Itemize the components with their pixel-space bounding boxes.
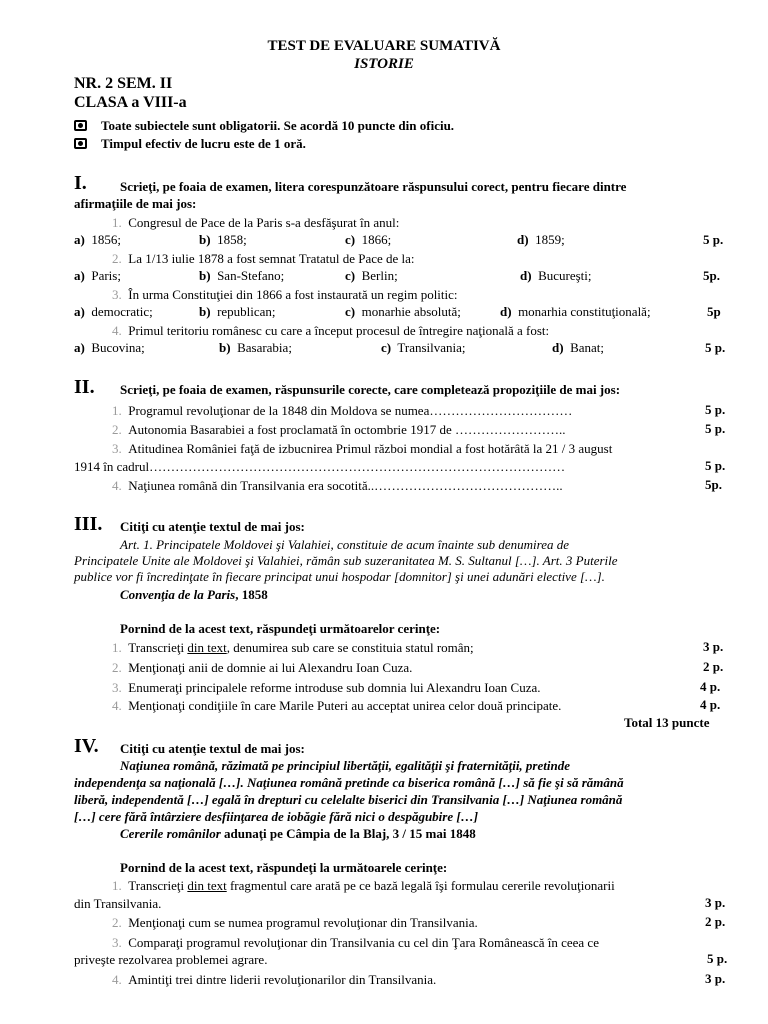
instruction-1: Toate subiectele sunt obligatorii. Se acordă 10 puncte din oficiu. xyxy=(74,117,454,134)
s4-quote-line-2: independenţa sa naţională […]. Naţiunea română pretinde ca biserica română […] să fie şi să rămână xyxy=(74,775,624,790)
s1-q1-option-d: d) 1859; xyxy=(517,232,565,247)
s1-question-3: 3. În urma Constituţiei din 1866 a fost instaurată un regim politic: xyxy=(112,287,458,302)
s4-q3-points: 5 p. xyxy=(707,951,728,966)
s4-source: Cererile românilor adunaţi pe Câmpia de la Blaj, 3 / 15 mai 1848 xyxy=(120,826,476,841)
section-1-title-cont: afirmaţiile de mai jos: xyxy=(74,196,197,211)
s2-question-3: 3. Atitudinea României faţă de izbucnirea Primul război mondial a fost hotărâtă la 21 / 3 august xyxy=(112,441,613,456)
s4-question-2: 2. Menţionaţi cum se numea programul revoluţionar din Transilvania. xyxy=(112,915,478,930)
subject-title: ISTORIE xyxy=(354,56,414,72)
s4-question-4: 4. Amintiţi trei dintre liderii revoluţionarilor din Transilvania. xyxy=(112,972,437,987)
s1-q4-option-c: c) Transilvania; xyxy=(381,340,466,355)
s1-question-1: 1. Congresul de Pace de la Paris s-a desfăşurat în anul: xyxy=(112,215,400,230)
s1-q2-option-b: b) San-Stefano; xyxy=(199,268,285,283)
s2-q1-points: 5 p. xyxy=(705,402,726,417)
s1-q3-points: 5p xyxy=(707,304,721,319)
s3-question-4: 4. Menţionaţi condiţiile în care Marile Puteri au acceptat unirea celor două principate. xyxy=(112,698,562,713)
s1-q4-option-b: b) Basarabia; xyxy=(219,340,292,355)
s1-question-2: 2. La 1/13 iulie 1878 a fost semnat Tratatul de Pace de la: xyxy=(112,251,415,266)
s4-q2-points: 2 p. xyxy=(705,914,726,929)
s1-q4-points: 5 p. xyxy=(705,340,726,355)
s1-q1-option-b: b) 1858; xyxy=(199,232,247,247)
s1-q3-option-b: b) republican; xyxy=(199,304,276,319)
s3-question-2: 2. Menţionaţi anii de domnie ai lui Alexandru Ioan Cuza. xyxy=(112,660,413,675)
s1-q2-option-a: a) Paris; xyxy=(74,268,121,283)
s1-q3-option-d: d) monarhia constituţională; xyxy=(500,304,651,319)
s2-question-3-cont: 1914 în cadrul…………………………………………………………………………………… xyxy=(74,459,566,474)
s1-q1-option-a: a) 1856; xyxy=(74,232,121,247)
s4-quote-line-1: Naţiunea română, răzimată pe principiul libertăţii, egalităţii şi fraternităţii, pretinde xyxy=(120,758,570,773)
s1-q4-option-a: a) Bucovina; xyxy=(74,340,145,355)
s1-q3-option-a: a) democratic; xyxy=(74,304,153,319)
s1-question-4: 4. Primul teritoriu românesc cu care a început procesul de întregire naţională a fost: xyxy=(112,323,550,338)
s3-total-points: Total 13 puncte xyxy=(624,715,710,730)
s4-question-1-cont: din Transilvania. xyxy=(74,896,162,911)
s2-q4-points: 5p. xyxy=(705,477,722,492)
s3-q2-points: 2 p. xyxy=(703,659,724,674)
class-label: CLASA a VIII-a xyxy=(74,94,187,111)
s4-question-3-cont: priveşte rezolvarea problemei agrare. xyxy=(74,952,268,967)
section-3-number: III. xyxy=(74,513,103,535)
s3-quote-line-2: Principatele Unite ale Moldovei şi Valahiei, rămân sub suzeranitatea M. S. Sultanul […]. Art. 3 Puterile xyxy=(74,553,618,568)
section-1-number: I. xyxy=(74,172,87,194)
bullet-icon xyxy=(74,120,87,131)
s4-question-3: 3. Comparaţi programul revoluţionar din Transilvania cu cel din Ţara Românească în ceea ce xyxy=(112,935,599,950)
section-2-number: II. xyxy=(74,376,95,398)
s3-q4-points: 4 p. xyxy=(700,697,721,712)
document-title: TEST DE EVALUARE SUMATIVĂ xyxy=(267,38,501,54)
test-number: NR. 2 SEM. II xyxy=(74,75,173,92)
s3-source: Convenţia de la Paris, 1858 xyxy=(120,587,268,602)
s1-q3-option-c: c) monarhie absolută; xyxy=(345,304,461,319)
s4-quote-line-4: […] cere fără întârziere desfiinţarea de iobăgie fără nici o despăgubire […] xyxy=(74,809,479,824)
bullet-icon xyxy=(74,138,87,149)
section-4-title: Citiţi cu atenţie textul de mai jos: xyxy=(120,741,305,756)
section-3-title: Citiţi cu atenţie textul de mai jos: xyxy=(120,519,305,534)
s3-question-3: 3. Enumeraţi principalele reforme introduse sub domnia lui Alexandru Ioan Cuza. xyxy=(112,680,541,695)
section-2-title: Scrieţi, pe foaia de examen, răspunsurile corecte, care completează propoziţiile de mai jos: xyxy=(120,382,621,397)
s4-quote-line-3: liberă, independentă […] egală în drepturi cu celelalte biserici din Transilvania […] Naţiunea română xyxy=(74,792,623,807)
section-4-number: IV. xyxy=(74,735,99,757)
s1-q2-option-c: c) Berlin; xyxy=(345,268,398,283)
s1-q2-option-d: d) Bucureşti; xyxy=(520,268,592,283)
s4-q1-points: 3 p. xyxy=(705,895,726,910)
s2-q2-points: 5 p. xyxy=(705,421,726,436)
s1-q4-option-d: d) Banat; xyxy=(552,340,604,355)
s4-q4-points: 3 p. xyxy=(705,971,726,986)
s3-quote-line-3: publice vor fi încredinţate în fiecare principat unui hospodar [domnitor] şi unei adunări elective […]. xyxy=(74,569,605,584)
s3-quote-line-1: Art. 1. Principatele Moldovei şi Valahiei, constituie de acum înainte sub denumirea de xyxy=(120,537,570,552)
s4-requirements-title: Pornind de la acest text, răspundeţi la următoarele cerinţe: xyxy=(120,860,448,875)
s1-q2-points: 5p. xyxy=(703,268,720,283)
s2-question-1: 1. Programul revoluţionar de la 1848 din Moldova se numea…………………………… xyxy=(112,403,573,418)
s2-question-4: 4. Naţiunea română din Transilvania era socotită..…………………………………….. xyxy=(112,478,563,493)
section-1-title: Scrieţi, pe foaia de examen, litera corespunzătoare răspunsului corect, pentru fiecare dintre xyxy=(120,179,627,194)
s3-requirements-title: Pornind de la acest text, răspundeţi următoarelor cerinţe: xyxy=(120,621,441,636)
s3-q3-points: 4 p. xyxy=(700,679,721,694)
s3-question-1: 1. Transcrieţi din text, denumirea sub care se constituia statul român; xyxy=(112,640,474,655)
instruction-2: Timpul efectiv de lucru este de 1 oră. xyxy=(74,135,306,152)
s3-q1-points: 3 p. xyxy=(703,639,724,654)
s2-q3-points: 5 p. xyxy=(705,458,726,473)
s4-question-1: 1. Transcrieţi din text fragmentul care arată pe ce bază legală îşi formulau cererile revoluţionarii xyxy=(112,878,615,893)
s1-q1-points: 5 p. xyxy=(703,232,724,247)
s1-q1-option-c: c) 1866; xyxy=(345,232,392,247)
s2-question-2: 2. Autonomia Basarabiei a fost proclamată în octombrie 1917 de …………………….. xyxy=(112,422,566,437)
